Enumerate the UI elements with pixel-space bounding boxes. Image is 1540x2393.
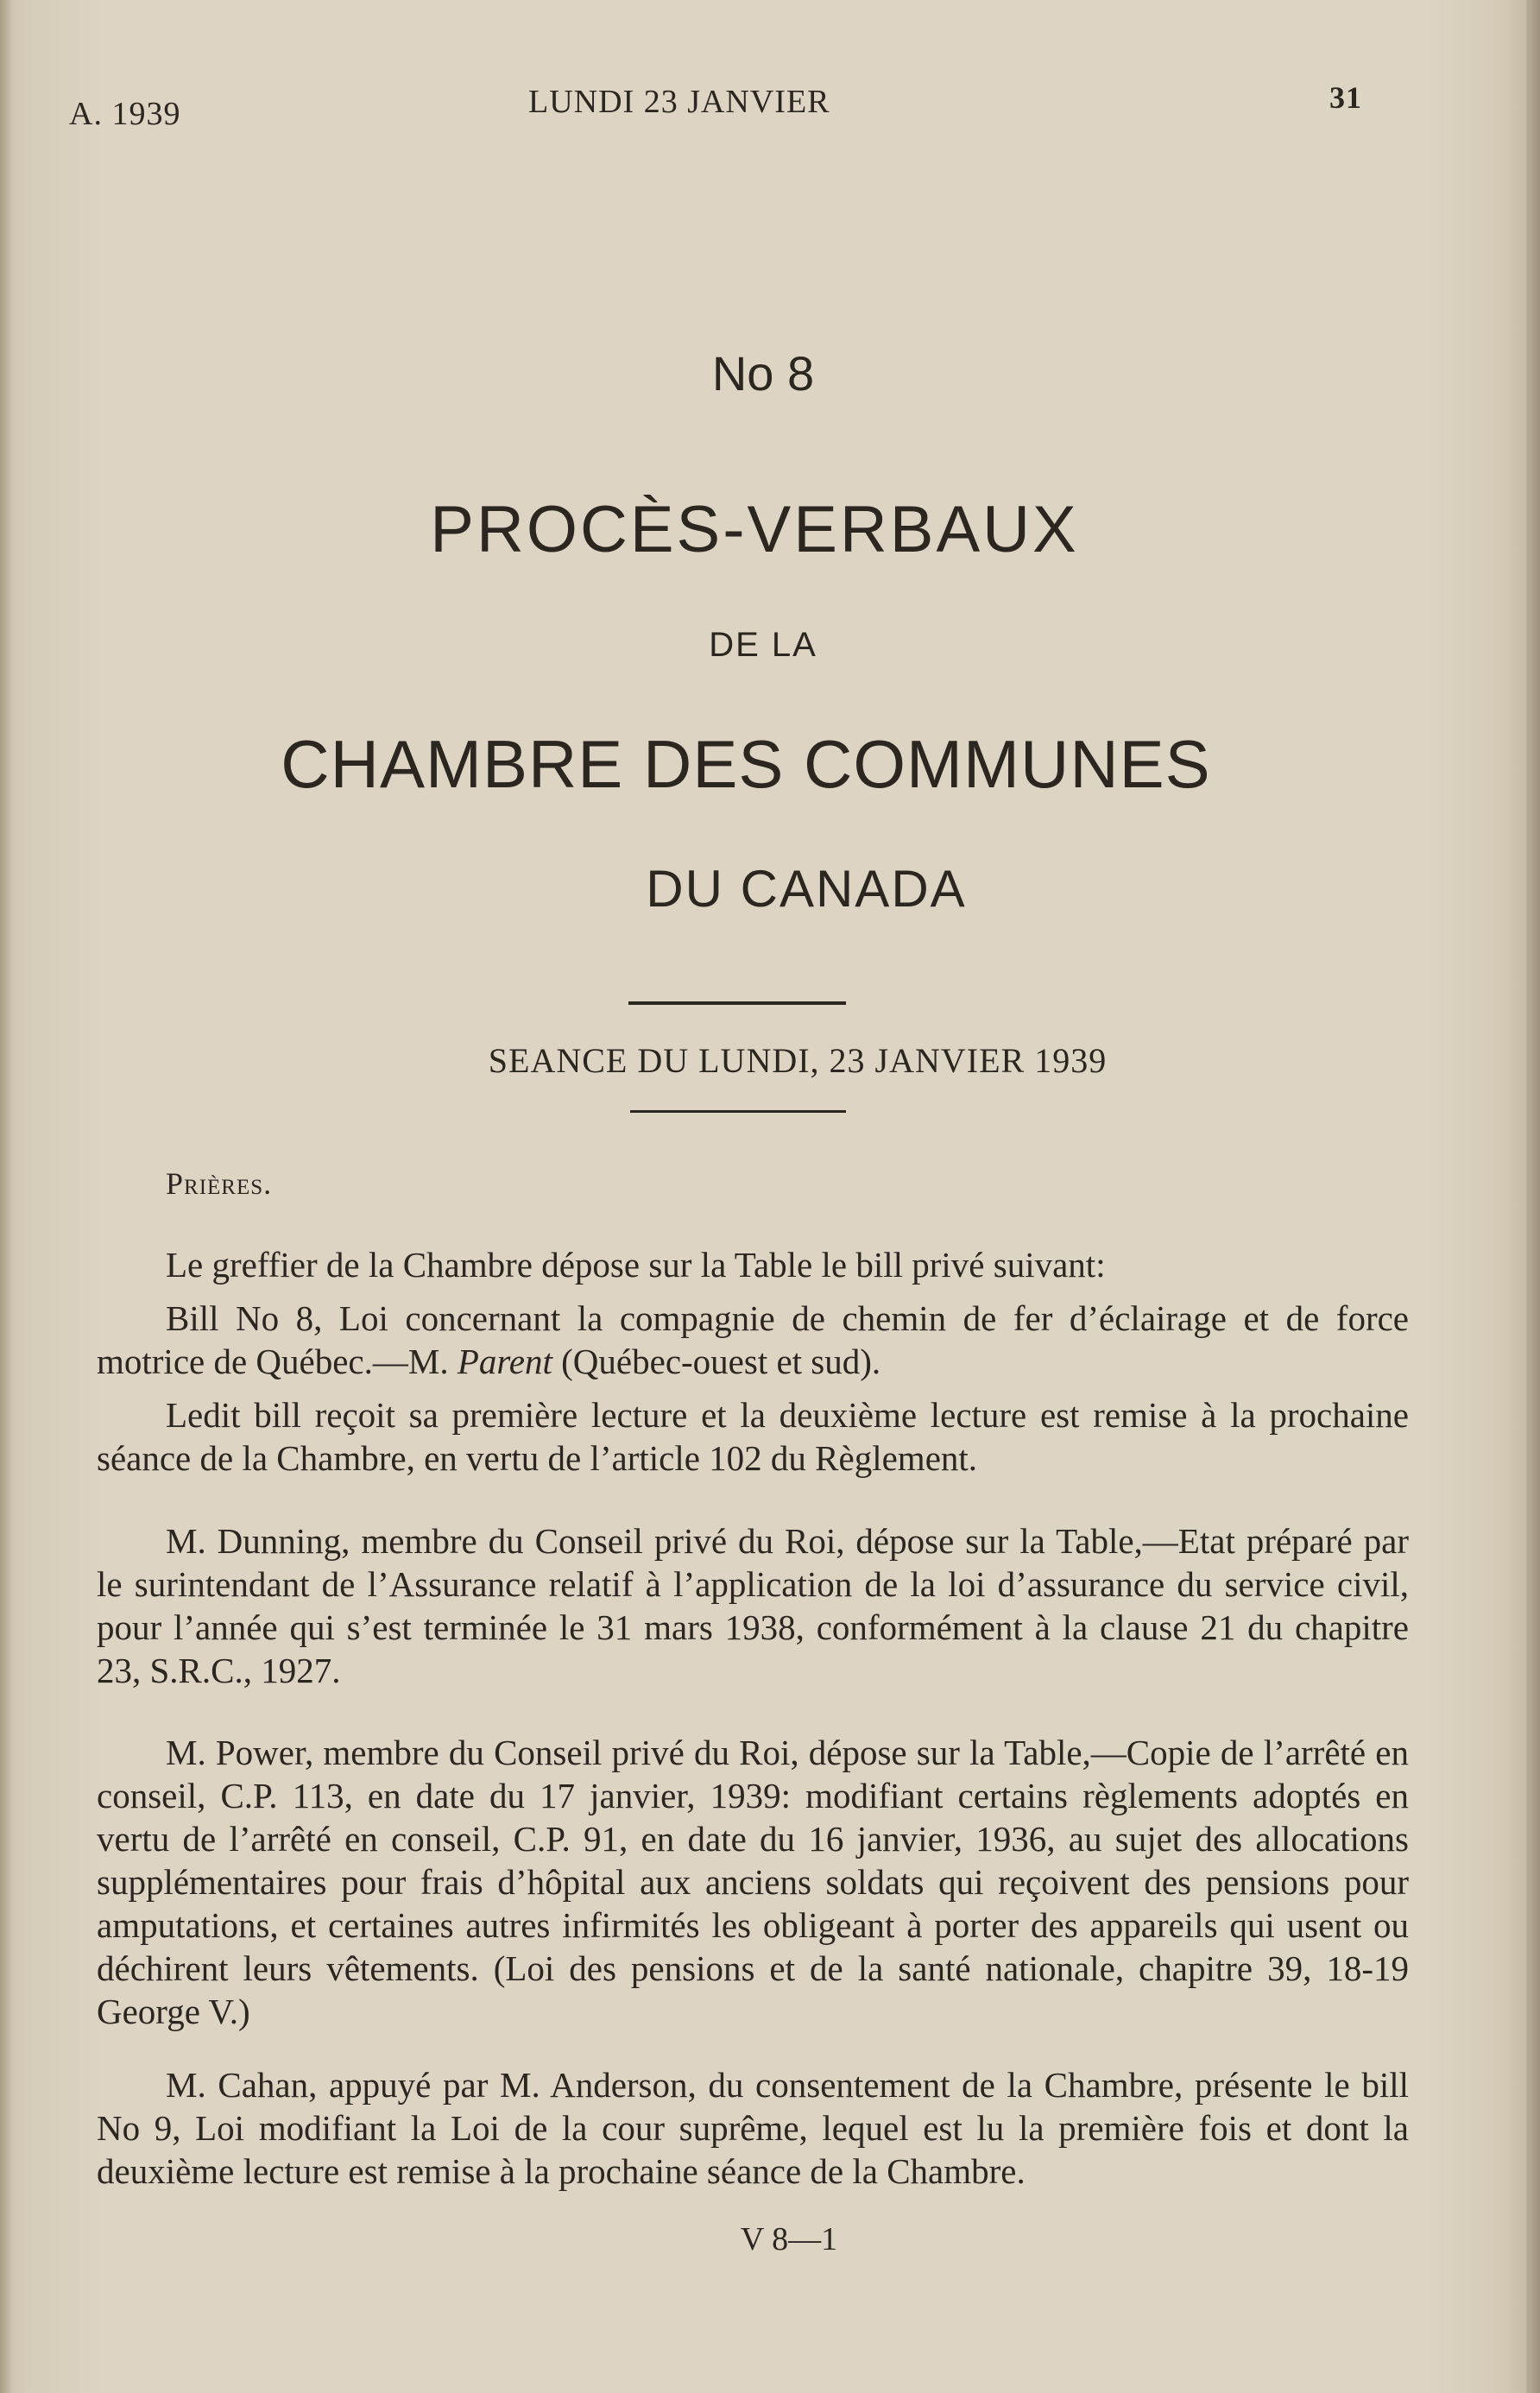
divider-top — [628, 1001, 846, 1005]
page-number: 31 — [1329, 80, 1362, 115]
title-du-canada: DU CANADA — [646, 860, 967, 918]
paragraph-group-bill-8 — [97, 1243, 1409, 1480]
header-date: LUNDI 23 JANVIER — [528, 84, 830, 120]
member-name-parent: Parent — [457, 1342, 552, 1381]
title-de-la: DE LA — [709, 626, 817, 664]
paragraph-greffier: Le greffier de la Chambre dépose sur la Table le bill privé suivant: — [166, 1245, 1106, 1285]
page-right-edge — [1526, 0, 1540, 2393]
title-proces-verbaux: PROCÈS-VERBAUX — [430, 493, 1079, 566]
footer-signature: V 8—1 — [740, 2221, 838, 2257]
title-chambre: CHAMBRE DES COMMUNES — [281, 726, 1211, 802]
session-heading: SEANCE DU LUNDI, 23 JANVIER 1939 — [488, 1041, 1108, 1080]
prayers-heading: Prières. — [166, 1166, 273, 1201]
paragraph-first-reading: Ledit bill reçoit sa première lecture et la deuxième lecture est remise à la prochaine séance de la Chambre, en vertu de l’article 102 du Règlement. — [97, 1395, 1409, 1478]
divider-bottom — [630, 1110, 846, 1113]
paragraph-dunning: M. Dunning, membre du Conseil privé du Roi, dépose sur la Table,—Etat préparé par le surintendant de l’Assurance relatif à l’application de la loi d’assurance du service civil, pour l’année qui s’est terminée le 31 mars 1938, conformément à la clause 21 du chapitre 23, S.R.C., 1927. — [97, 1521, 1409, 1690]
issue-number: No 8 — [711, 346, 815, 401]
header-year: A. 1939 — [69, 96, 181, 132]
paragraph-cahan: M. Cahan, appuyé par M. Anderson, du consentement de la Chambre, présente le bill No 9, Loi modifiant la Loi de la cour suprême, lequel est lu la première fois et dont la deuxième lecture est remise à la prochaine séance de la Chambre. — [97, 2065, 1409, 2191]
running-header — [0, 80, 1526, 135]
paragraph-power: M. Power, membre du Conseil privé du Roi, dépose sur la Table,—Copie de l’arrêté en conseil, C.P. 113, en date du 17 janvier, 1939: modifiant certains règlements adoptés en vertu de l’arrêté en conseil, C.P. 91, en date du 16 janvier, 1936, au sujet des allocations supplémentaires pour frais d’hôpital aux anciens soldats qui reçoivent des pensions pour amputations, et certaines autres infirmités les obligeant à porter des appareils qui usent ou déchirent leurs vêtements. (Loi des pensions et de la santé nationale, chapitre 39, 18-19 George V.) — [97, 1733, 1409, 2031]
paragraph-bill-8: Bill No 8, Loi concernant la compagnie de chemin de fer d’éclairage et de force motrice de Québec.—M. Parent (Québec-ouest et sud). — [97, 1298, 1409, 1381]
